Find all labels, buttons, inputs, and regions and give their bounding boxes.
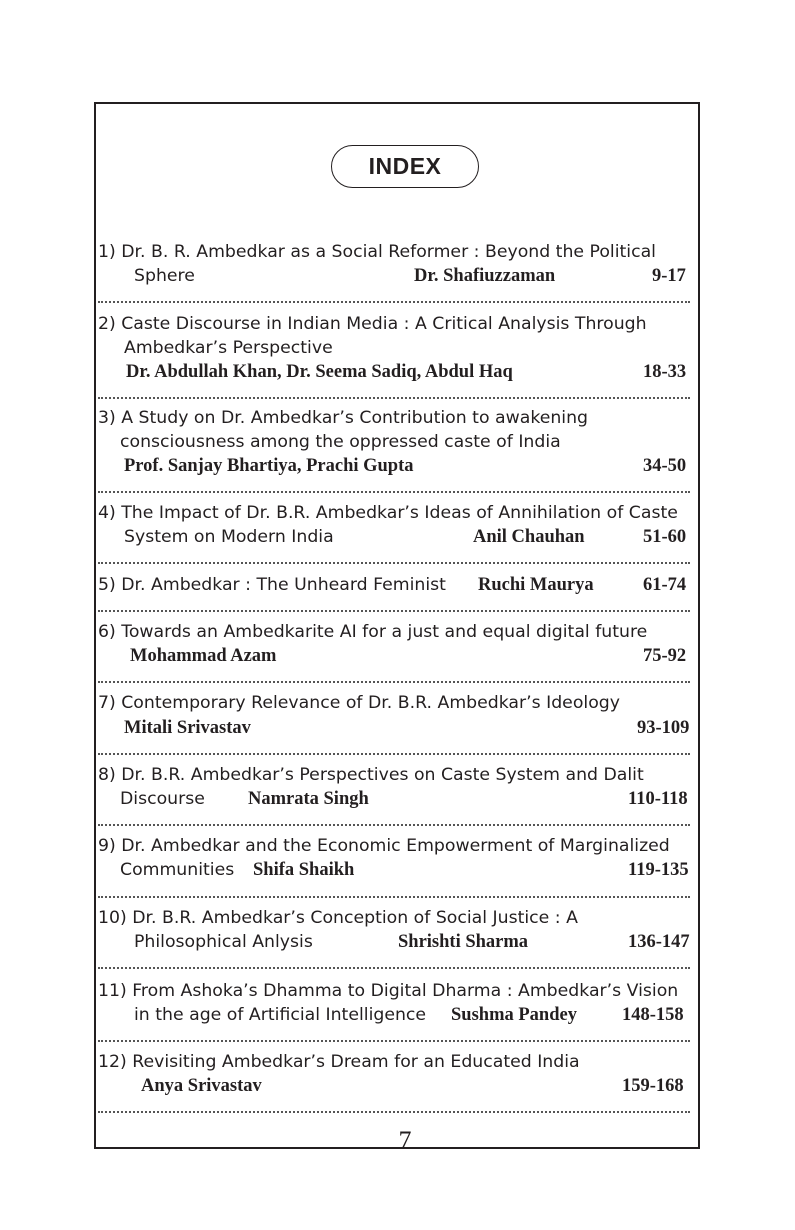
- entry-authors: Namrata Singh: [248, 789, 369, 809]
- entry-authors: Anil Chauhan: [473, 527, 585, 547]
- entry-authors: Mohammad Azam: [130, 646, 277, 666]
- dotted-separator: [98, 824, 690, 826]
- entry-pages: 119-135: [628, 860, 689, 880]
- entry-authors: Ruchi Maurya: [478, 575, 594, 595]
- entry-title-line-1: 12) Revisiting Ambedkar’s Dream for an Educated India: [98, 1052, 580, 1072]
- entry-title-line-2: Discourse: [120, 789, 205, 809]
- entry-title-line-2: Ambedkar’s Perspective: [124, 338, 333, 358]
- dotted-separator: [98, 896, 690, 898]
- entry-title-line-1: 8) Dr. B.R. Ambedkar’s Perspectives on Caste System and Dalit: [98, 765, 644, 785]
- entry-pages: 93-109: [637, 718, 690, 738]
- entry-authors: Mitali Srivastav: [124, 718, 251, 738]
- entry-title-line-1: 7) Contemporary Relevance of Dr. B.R. Ambedkar’s Ideology: [98, 693, 620, 713]
- dotted-separator: [98, 301, 690, 303]
- entry-pages: 61-74: [643, 575, 687, 595]
- entry-authors: Dr. Abdullah Khan, Dr. Seema Sadiq, Abdul Haq: [126, 362, 513, 382]
- entry-authors: Shifa Shaikh: [253, 860, 355, 880]
- entry-title-line-1: 4) The Impact of Dr. B.R. Ambedkar’s Ideas of Annihilation of Caste: [98, 503, 678, 523]
- entry-pages: 136-147: [628, 932, 690, 952]
- entry-pages: 18-33: [643, 362, 687, 382]
- dotted-separator: [98, 397, 690, 399]
- entry-title-line-2: consciousness among the oppressed caste of India: [120, 432, 561, 452]
- entry-title-line-1: 3) A Study on Dr. Ambedkar’s Contribution to awakening: [98, 408, 589, 428]
- dotted-separator: [98, 753, 690, 755]
- entry-authors: Sushma Pandey: [451, 1005, 577, 1025]
- dotted-separator: [98, 967, 690, 969]
- entry-title-line-2: System on Modern India: [124, 527, 334, 547]
- entry-title-line-1: 2) Caste Discourse in Indian Media : A Critical Analysis Through: [98, 314, 647, 334]
- entry-title-line-1: 9) Dr. Ambedkar and the Economic Empowerment of Marginalized: [98, 836, 670, 856]
- dotted-separator: [98, 1111, 690, 1113]
- page-number: 7: [398, 1126, 412, 1155]
- entry-authors: Shrishti Sharma: [398, 932, 529, 952]
- index-heading: INDEX: [331, 145, 479, 188]
- entry-title-line-2: Communities: [120, 860, 235, 880]
- dotted-separator: [98, 610, 690, 612]
- dotted-separator: [98, 491, 690, 493]
- dotted-separator: [98, 681, 690, 683]
- entry-authors: Prof. Sanjay Bhartiya, Prachi Gupta: [124, 456, 414, 476]
- entry-authors: Anya Srivastav: [141, 1076, 262, 1096]
- entry-title-line-1: 10) Dr. B.R. Ambedkar’s Conception of Social Justice : A: [98, 908, 578, 928]
- entry-pages: 148-158: [622, 1005, 684, 1025]
- entry-pages: 75-92: [643, 646, 687, 666]
- dotted-separator: [98, 1040, 690, 1042]
- dotted-separator: [98, 562, 690, 564]
- entry-pages: 51-60: [643, 527, 687, 547]
- entry-title-line-1: 6) Towards an Ambedkarite AI for a just and equal digital future: [98, 622, 648, 642]
- entry-authors: Dr. Shafiuzzaman: [414, 266, 556, 286]
- entry-pages: 34-50: [643, 456, 687, 476]
- entry-title-line-1: 1) Dr. B. R. Ambedkar as a Social Reformer : Beyond the Political: [98, 242, 656, 262]
- entry-title-line-2: Sphere: [134, 266, 195, 286]
- entry-title-line-2: Philosophical Anlysis: [134, 932, 313, 952]
- entry-title-line-1: 5) Dr. Ambedkar : The Unheard Feminist: [98, 575, 446, 595]
- entry-pages: 9-17: [652, 266, 686, 286]
- entry-pages: 159-168: [622, 1076, 684, 1096]
- entry-pages: 110-118: [628, 789, 688, 809]
- entry-title-line-1: 11) From Ashoka’s Dhamma to Digital Dharma : Ambedkar’s Vision: [98, 981, 679, 1001]
- entry-title-line-2: in the age of Artificial Intelligence: [134, 1005, 427, 1025]
